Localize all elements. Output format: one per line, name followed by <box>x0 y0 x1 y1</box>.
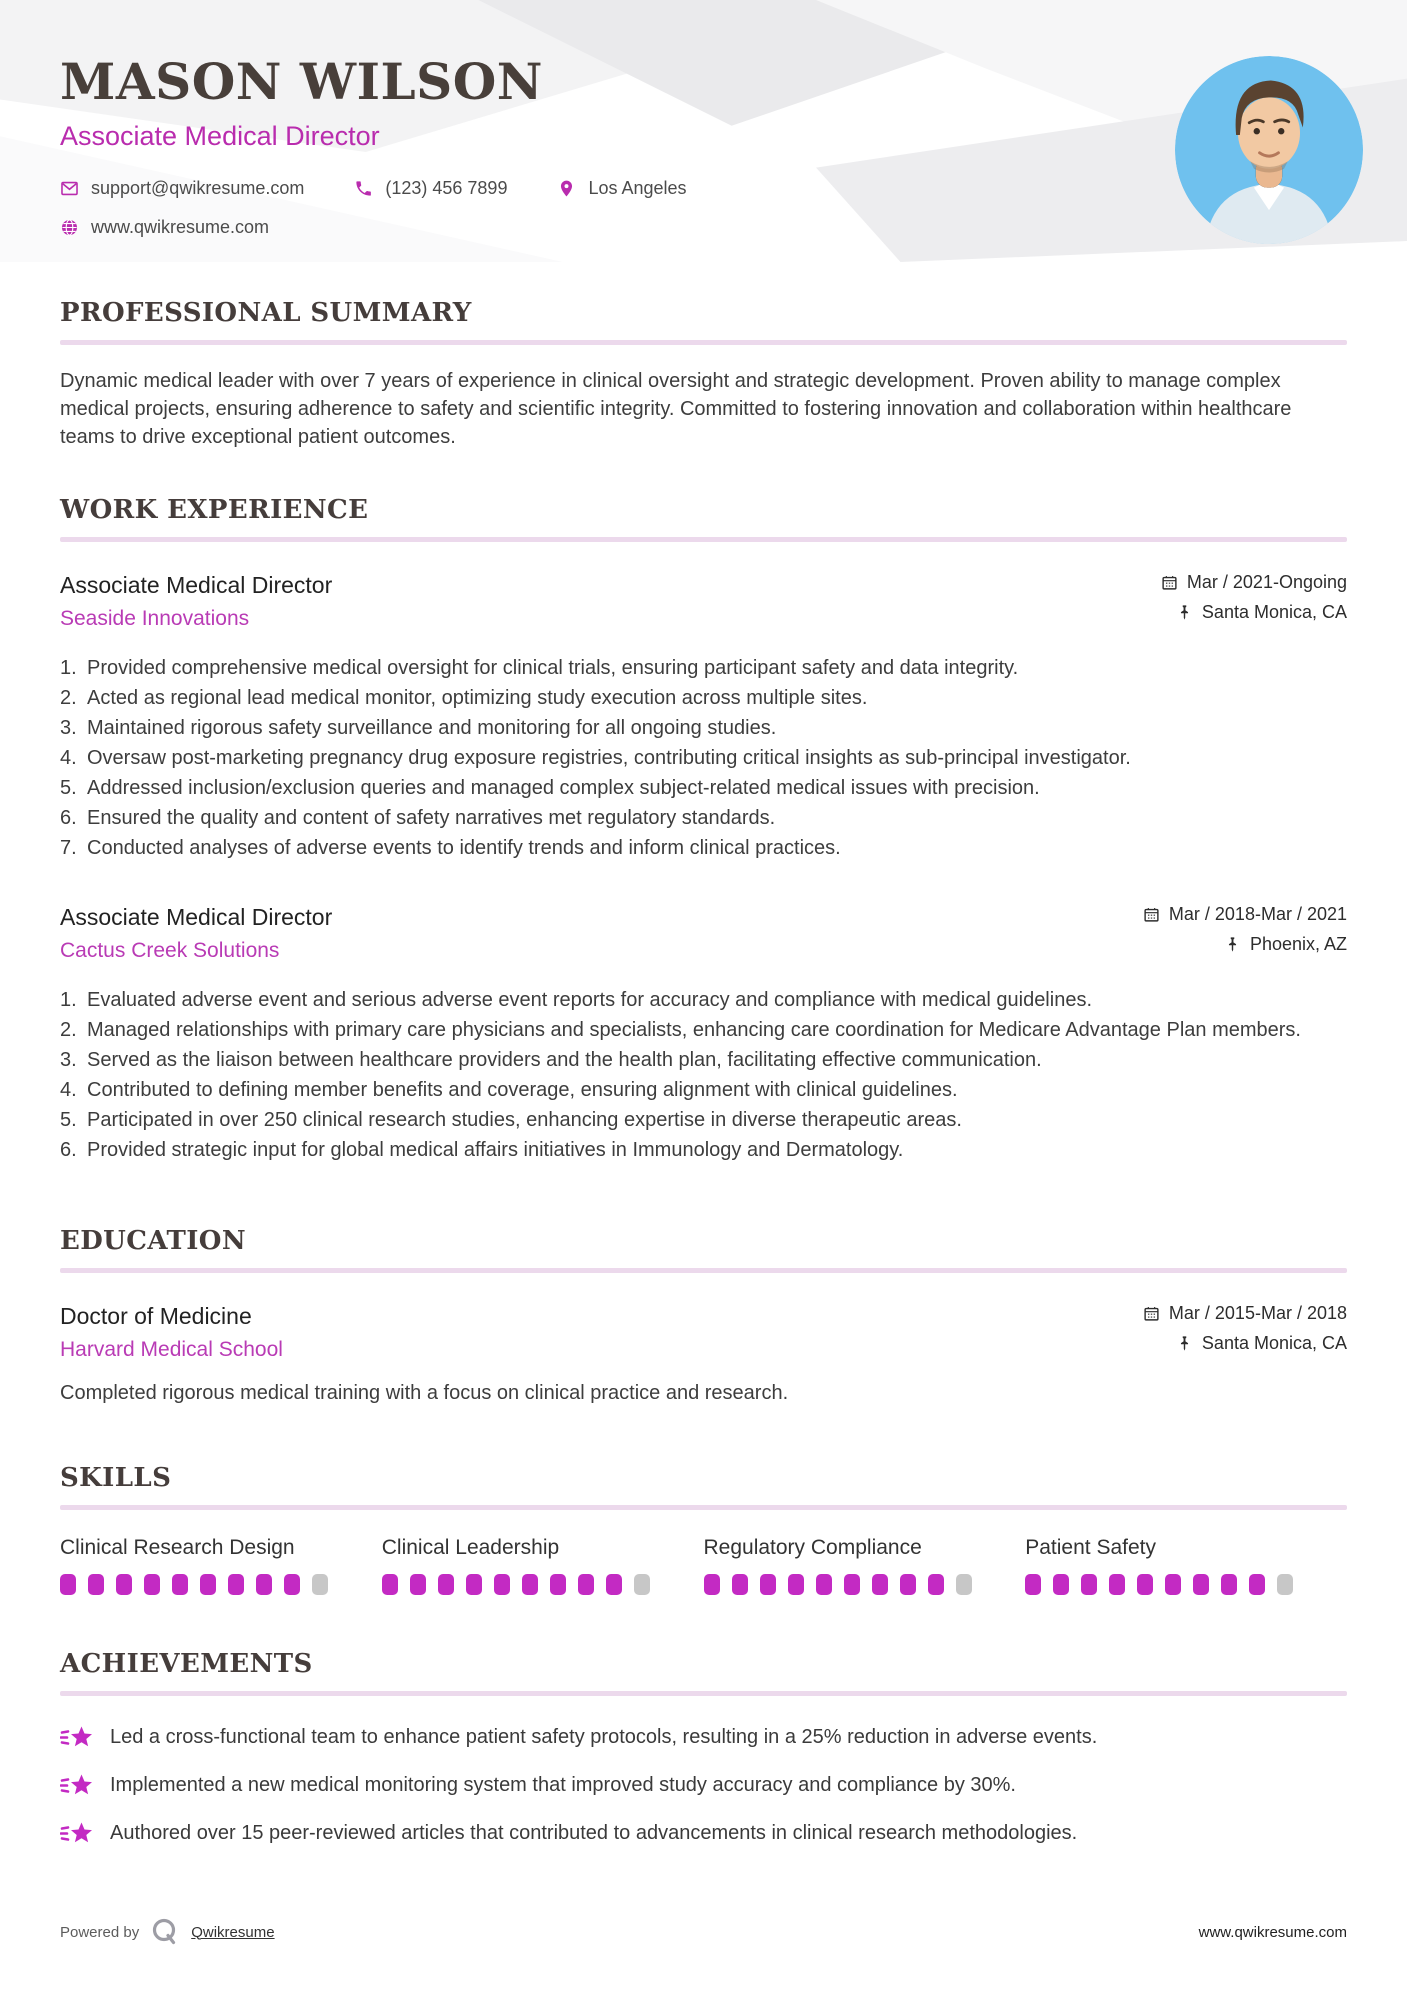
job-bullet: Addressed inclusion/exclusion queries and managed complex subject-related medical issues with precision. <box>87 777 1040 799</box>
achievement-star-icon <box>60 1772 94 1799</box>
skill-dot <box>200 1574 216 1595</box>
skill-dot <box>704 1574 720 1595</box>
calendar-icon <box>1161 574 1178 591</box>
job-bullet: Provided comprehensive medical oversight for clinical trials, ensuring participant safety and data integrity. <box>87 657 1019 679</box>
skill-dot <box>228 1574 244 1595</box>
candidate-title: Associate Medical Director <box>60 121 380 151</box>
skill-dot <box>116 1574 132 1595</box>
degree-title: Doctor of Medicine <box>60 1303 252 1329</box>
section-skills <box>60 1463 1347 1595</box>
skill-dot <box>1165 1574 1181 1595</box>
skill-name: Clinical Research Design <box>60 1536 295 1559</box>
job-title: Associate Medical Director <box>60 572 333 598</box>
skills-heading: SKILLS <box>60 1463 172 1493</box>
globe-icon <box>60 218 79 237</box>
job-dates: Mar / 2018-Mar / 2021 <box>1168 904 1347 924</box>
job-entry-1 <box>60 572 1347 862</box>
pushpin-icon <box>1176 1335 1193 1352</box>
section-divider <box>60 1505 1347 1510</box>
job-dates: Mar / 2021-Ongoing <box>1186 572 1347 592</box>
contact-website[interactable] <box>60 217 269 238</box>
skill-dot <box>788 1574 804 1595</box>
skill-rating <box>1025 1574 1347 1595</box>
skill-dot <box>522 1574 538 1595</box>
email-icon <box>60 179 79 198</box>
skill-dot <box>760 1574 776 1595</box>
summary-text: Dynamic medical leader with over 7 years of experience in clinical oversight and strategic development. Proven ability to manage complex medical projects, ensuring adherence to safety and scientific integrity. Committed to fostering innovation and collaboration within healthcare teams to drive exceptional patient outcomes. <box>60 370 1292 448</box>
skill-dot <box>1109 1574 1125 1595</box>
skill-item <box>1025 1536 1347 1595</box>
education-heading: EDUCATION <box>60 1226 247 1256</box>
website-row <box>60 217 1347 238</box>
section-divider <box>60 1691 1347 1696</box>
job-bullet: Acted as regional lead medical monitor, optimizing study execution across multiple sites. <box>87 687 868 709</box>
skill-dot <box>1193 1574 1209 1595</box>
section-professional-summary <box>60 298 1347 451</box>
skill-item <box>704 1536 1026 1595</box>
job-entry-2 <box>60 904 1347 1164</box>
pushpin-icon <box>1176 604 1193 621</box>
skill-dot <box>1221 1574 1237 1595</box>
achievement-item <box>60 1724 1347 1751</box>
skill-dot <box>1249 1574 1265 1595</box>
skill-dot <box>634 1574 650 1595</box>
skill-dot <box>550 1574 566 1595</box>
candidate-name: MASON WILSON <box>60 52 543 111</box>
job-company: Cactus Creek Solutions <box>60 939 280 962</box>
job-location: Phoenix, AZ <box>1249 934 1347 954</box>
skill-dot <box>88 1574 104 1595</box>
location-text: Los Angeles <box>588 178 687 198</box>
resume-footer <box>0 1916 1407 1990</box>
job-location: Santa Monica, CA <box>1201 602 1347 622</box>
job-bullet: Ensured the quality and content of safety narratives met regulatory standards. <box>87 807 776 829</box>
job-bullet: Maintained rigorous safety surveillance and monitoring for all ongoing studies. <box>87 717 777 739</box>
skill-dot <box>1081 1574 1097 1595</box>
contact-location <box>557 178 686 199</box>
email-text: support@qwikresume.com <box>91 178 305 198</box>
work-heading: WORK EXPERIENCE <box>60 495 369 525</box>
achievement-item <box>60 1772 1347 1799</box>
skill-dot <box>410 1574 426 1595</box>
calendar-icon <box>1143 906 1160 923</box>
achievement-star-icon <box>60 1724 94 1751</box>
skill-dot <box>816 1574 832 1595</box>
qwikresume-link[interactable]: Qwikresume <box>191 1923 275 1941</box>
job-title: Associate Medical Director <box>60 904 333 930</box>
skill-dot <box>900 1574 916 1595</box>
resume-body <box>0 262 1407 1868</box>
job-bullet: Oversaw post-marketing pregnancy drug exposure registries, contributing critical insights as sub-principal investigator. <box>87 747 1131 769</box>
skill-rating <box>382 1574 704 1595</box>
skill-dot <box>172 1574 188 1595</box>
skill-dot <box>1277 1574 1293 1595</box>
section-divider <box>60 340 1347 345</box>
skill-dot <box>732 1574 748 1595</box>
achievement-item <box>60 1820 1347 1847</box>
location-pin-icon <box>557 179 576 198</box>
achievements-list <box>60 1724 1347 1847</box>
skill-item <box>382 1536 704 1595</box>
job-bullet: Conducted analyses of adverse events to identify trends and inform clinical practices. <box>87 837 841 859</box>
skill-dot <box>438 1574 454 1595</box>
website-text: www.qwikresume.com <box>91 217 270 237</box>
skill-dot <box>466 1574 482 1595</box>
powered-by-label: Powered by <box>60 1923 140 1941</box>
skill-dot <box>144 1574 160 1595</box>
achievements-heading: ACHIEVEMENTS <box>60 1649 313 1679</box>
skill-dot <box>1025 1574 1041 1595</box>
skill-dot <box>284 1574 300 1595</box>
profile-photo <box>1175 56 1363 244</box>
job-bullet: Managed relationships with primary care physicians and specialists, enhancing care coordination for Medicare Advantage Plan members. <box>87 1019 1301 1041</box>
footer-website: www.qwikresume.com <box>1198 1923 1347 1941</box>
skill-name: Regulatory Compliance <box>703 1536 922 1559</box>
contact-phone[interactable] <box>354 178 507 199</box>
section-divider <box>60 1268 1347 1273</box>
section-achievements <box>60 1649 1347 1847</box>
job-bullet: Evaluated adverse event and serious adverse event reports for accuracy and compliance with medical guidelines. <box>87 989 1092 1011</box>
contact-row <box>60 178 1347 199</box>
phone-icon <box>354 179 373 198</box>
education-dates: Mar / 2015-Mar / 2018 <box>1168 1303 1347 1323</box>
education-location: Santa Monica, CA <box>1201 1333 1347 1353</box>
education-description: Completed rigorous medical training with a focus on clinical practice and research. <box>60 1382 789 1404</box>
skill-dot <box>872 1574 888 1595</box>
skill-dot <box>312 1574 328 1595</box>
qwikresume-logo-icon <box>149 1916 181 1948</box>
calendar-icon <box>1143 1305 1160 1322</box>
section-divider <box>60 537 1347 542</box>
job-bullet: Contributed to defining member benefits and coverage, ensuring alignment with clinical guidelines. <box>87 1079 958 1101</box>
skill-dot <box>956 1574 972 1595</box>
resume-header <box>0 0 1407 262</box>
job-bullet: Served as the liaison between healthcare providers and the health plan, facilitating effective communication. <box>87 1049 1042 1071</box>
job-bullet-list <box>60 655 1347 862</box>
skill-dot <box>606 1574 622 1595</box>
section-education <box>60 1226 1347 1405</box>
school-name: Harvard Medical School <box>60 1338 283 1361</box>
skill-dot <box>1053 1574 1069 1595</box>
skill-item <box>60 1536 382 1595</box>
job-bullet-list <box>60 987 1347 1164</box>
achievement-text: Led a cross-functional team to enhance patient safety protocols, resulting in a 25% reduction in adverse events. <box>110 1726 1098 1748</box>
skill-name: Patient Safety <box>1025 1536 1156 1559</box>
skill-dot <box>928 1574 944 1595</box>
contact-email[interactable] <box>60 178 304 199</box>
skill-dot <box>382 1574 398 1595</box>
skill-dot <box>60 1574 76 1595</box>
skill-rating <box>704 1574 1026 1595</box>
skill-name: Clinical Leadership <box>381 1536 560 1559</box>
phone-text: (123) 456 7899 <box>385 178 508 198</box>
skill-dot <box>844 1574 860 1595</box>
education-entry <box>60 1303 1347 1405</box>
job-bullet: Participated in over 250 clinical research studies, enhancing expertise in diverse therapeutic areas. <box>87 1109 962 1131</box>
achievement-text: Authored over 15 peer-reviewed articles that contributed to advancements in clinical research methodologies. <box>110 1822 1078 1844</box>
skill-dot <box>578 1574 594 1595</box>
pushpin-icon <box>1224 936 1241 953</box>
skill-dot <box>494 1574 510 1595</box>
job-company: Seaside Innovations <box>60 607 250 630</box>
profile-photo-illustration <box>1175 56 1363 244</box>
skill-dot <box>1137 1574 1153 1595</box>
section-work-experience <box>60 495 1347 1164</box>
job-bullet: Provided strategic input for global medical affairs initiatives in Immunology and Dermatology. <box>87 1139 904 1161</box>
achievement-star-icon <box>60 1820 94 1847</box>
skills-row <box>60 1536 1347 1595</box>
skill-rating <box>60 1574 382 1595</box>
skill-dot <box>256 1574 272 1595</box>
summary-heading: PROFESSIONAL SUMMARY <box>60 298 472 328</box>
achievement-text: Implemented a new medical monitoring system that improved study accuracy and compliance by 30%. <box>110 1774 1016 1796</box>
